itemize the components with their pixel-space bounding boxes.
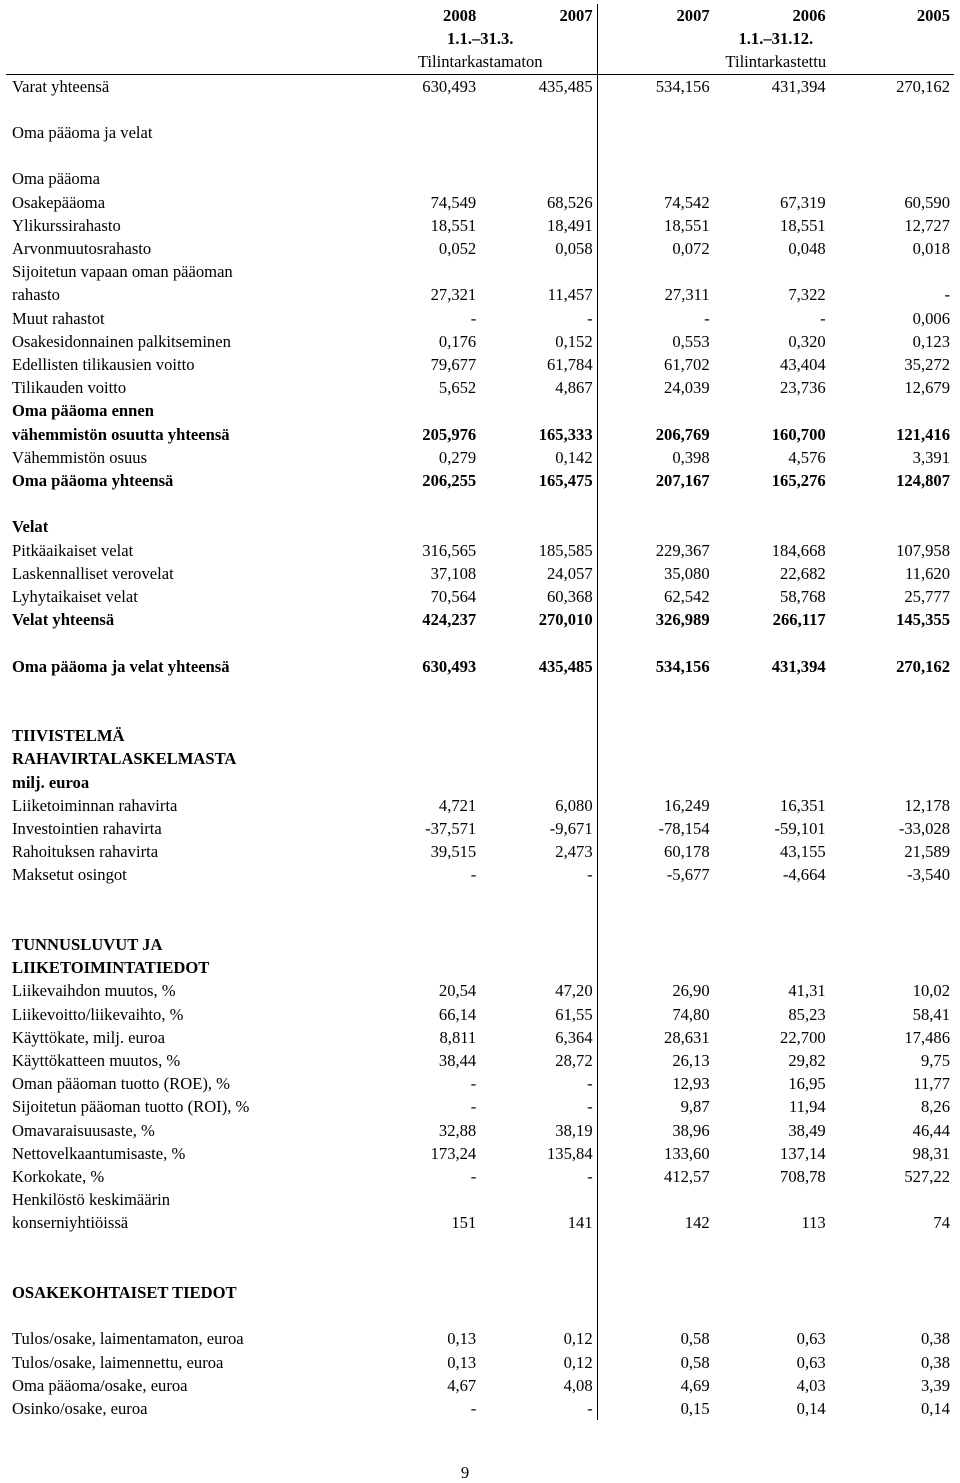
row-value: 0,176 — [438, 331, 477, 351]
row-value: 47,20 — [555, 981, 593, 1001]
row-value: 74,542 — [597, 191, 714, 214]
row-value: 58,41 — [912, 1004, 950, 1024]
row-value: 38,19 — [555, 1120, 593, 1140]
row-value: 22,700 — [780, 1027, 826, 1047]
row-value: 74 — [933, 1213, 950, 1233]
row-value: 133,60 — [597, 1142, 714, 1165]
row-value: 0,320 — [788, 331, 826, 351]
row-label: Oma pääoma ja velat yhteensä — [12, 656, 230, 676]
header-year: 2007 — [597, 4, 714, 27]
header-year: 2006 — [792, 6, 826, 25]
row-value: 37,108 — [430, 563, 477, 583]
equity-liabilities-title — [6, 121, 954, 144]
cashflow-title-2-text: RAHAVIRTALASKELMASTA — [12, 749, 237, 769]
row-label: konserniyhtiöissä — [12, 1213, 129, 1233]
liabilities-title — [6, 515, 954, 538]
row-value: 17,486 — [904, 1027, 950, 1047]
row-value: 26,90 — [597, 979, 714, 1002]
header-audit-row — [6, 50, 954, 74]
row-value: 270,162 — [896, 76, 950, 96]
row-value: 0,63 — [796, 1329, 826, 1349]
spacer-row — [6, 1235, 954, 1258]
table-row — [6, 1327, 954, 1350]
cashflow-title-2 — [6, 747, 954, 770]
row-value: 74,549 — [430, 192, 477, 212]
row-value: 4,08 — [563, 1375, 593, 1395]
table-row — [6, 353, 954, 376]
row-value: 270,162 — [896, 656, 950, 676]
row-value: 0,048 — [788, 239, 826, 258]
row-value: 435,485 — [538, 656, 593, 676]
row-value: 206,769 — [597, 423, 714, 446]
row-value: 145,355 — [896, 610, 950, 630]
row-value: 66,14 — [438, 1004, 477, 1024]
row-value: 0,13 — [447, 1329, 477, 1349]
row-value: 3,391 — [912, 447, 950, 467]
table-row — [6, 307, 954, 330]
row-label: Oma pääoma yhteensä — [12, 471, 174, 491]
row-value: -5,677 — [597, 863, 714, 886]
row-value: 4,67 — [447, 1375, 477, 1395]
spacer-row — [6, 631, 954, 654]
pershare-title-text: OSAKEKOHTAISET TIEDOT — [12, 1283, 237, 1303]
row-value: 4,03 — [796, 1375, 826, 1395]
row-label: Tilikauden voitto — [12, 378, 127, 398]
table-row — [6, 979, 954, 1002]
row-value: 229,367 — [597, 539, 714, 562]
row-label: Rahoituksen rahavirta — [12, 842, 159, 862]
row-value: 21,589 — [904, 842, 950, 862]
row-value: 11,620 — [904, 563, 950, 583]
row-value: 0,006 — [912, 308, 950, 328]
row-label: Vähemmistön osuus — [12, 447, 148, 467]
svop-label — [6, 260, 954, 283]
row-value: 0,38 — [920, 1329, 950, 1349]
row-value: 27,321 — [430, 285, 477, 305]
row-value: 41,31 — [788, 981, 826, 1001]
row-value: 0,052 — [438, 239, 477, 258]
row-value: 8,26 — [920, 1097, 950, 1117]
row-value: 0,58 — [597, 1327, 714, 1350]
spacer-row — [6, 98, 954, 121]
keyfigures-title-2-text: LIIKETOIMINTATIEDOT — [12, 958, 210, 978]
row-value: 16,249 — [597, 794, 714, 817]
row-label: Pitkäaikaiset velat — [12, 540, 134, 560]
liabilities-total-row — [6, 608, 954, 631]
table-row — [6, 585, 954, 608]
row-value: 23,736 — [780, 378, 826, 398]
table-row — [6, 1397, 954, 1420]
header-period-row — [6, 27, 954, 50]
row-value: 0,018 — [912, 239, 950, 258]
row-label: Nettovelkaantumisaste, % — [12, 1143, 186, 1163]
row-label: Oma pääoma/osake, euroa — [12, 1375, 188, 1395]
row-value: 431,394 — [771, 76, 826, 96]
row-value: 207,167 — [597, 469, 714, 492]
header-year: 2007 — [559, 6, 593, 25]
table-row — [6, 376, 954, 399]
row-value: 185,585 — [538, 540, 593, 560]
table-row — [6, 237, 954, 260]
row-value: 142 — [597, 1211, 714, 1234]
row-value: 0,152 — [555, 331, 593, 351]
row-label: Velat yhteensä — [12, 610, 115, 630]
spacer-row — [6, 144, 954, 167]
table-row — [6, 794, 954, 817]
row-value: 18,551 — [780, 215, 826, 235]
row-value: 165,475 — [538, 471, 593, 491]
row-value: 11,457 — [547, 285, 593, 305]
row-label: Oman pääoman tuotto (ROE), % — [12, 1074, 230, 1094]
row-value: 43,404 — [780, 355, 826, 375]
table-row — [6, 191, 954, 214]
row-value: 18,491 — [546, 215, 593, 235]
row-value: 141 — [567, 1213, 593, 1233]
row-value: 412,57 — [597, 1165, 714, 1188]
row-value: 0,279 — [438, 447, 477, 467]
spacer-row — [6, 678, 954, 701]
row-value: -78,154 — [597, 817, 714, 840]
table-row — [6, 1095, 954, 1118]
row-value: 435,485 — [538, 76, 593, 96]
row-value: 0,553 — [597, 330, 714, 353]
row-label: Tulos/osake, laimentamaton, euroa — [12, 1329, 244, 1349]
row-value: 61,702 — [597, 353, 714, 376]
row-value: - — [470, 1074, 477, 1094]
row-value: 184,668 — [771, 540, 826, 560]
row-value: 12,93 — [597, 1072, 714, 1095]
row-value: 28,72 — [555, 1051, 593, 1071]
row-value: 61,784 — [546, 355, 593, 375]
keyfigures-title — [6, 933, 954, 956]
row-label: Muut rahastot — [12, 308, 105, 328]
row-value: 270,010 — [538, 610, 593, 630]
row-value: 39,515 — [430, 842, 477, 862]
row-value: - — [597, 307, 714, 330]
period-left: 1.1.–31.3. — [447, 29, 514, 49]
row-value: 18,551 — [430, 215, 477, 235]
row-label: Arvonmuutosrahasto — [12, 239, 152, 258]
keyfigures-title-2 — [6, 956, 954, 979]
row-value: - — [470, 1167, 477, 1187]
row-label: Osakepääoma — [12, 192, 106, 212]
row-value: 0,63 — [796, 1352, 826, 1372]
row-value: 38,44 — [438, 1051, 477, 1071]
row-label: Omavaraisuusaste, % — [12, 1120, 155, 1140]
header-year: 2005 — [916, 6, 950, 25]
table-row — [6, 330, 954, 353]
table-row — [6, 214, 954, 237]
row-value: 7,322 — [788, 285, 826, 305]
row-value: -33,028 — [898, 819, 950, 839]
row-value: 630,493 — [422, 76, 477, 96]
row-label: Laskennalliset verovelat — [12, 563, 174, 583]
cashflow-unit — [6, 771, 954, 794]
table-row — [6, 1003, 954, 1026]
table-row — [6, 1049, 954, 1072]
row-value: 0,142 — [555, 447, 593, 467]
row-value: 2,473 — [555, 842, 593, 862]
cashflow-unit-text: milj. euroa — [12, 772, 90, 792]
row-value: 0,38 — [920, 1352, 950, 1372]
row-value: 4,576 — [788, 447, 826, 467]
spacer-row — [6, 1258, 954, 1281]
row-label: Investointien rahavirta — [12, 819, 162, 839]
table-row — [6, 1142, 954, 1165]
row-label: Edellisten tilikausien voitto — [12, 355, 195, 375]
row-value: 60,178 — [597, 840, 714, 863]
row-value: 4,69 — [597, 1374, 714, 1397]
spacer-row — [6, 910, 954, 933]
row-value: 35,080 — [597, 562, 714, 585]
row-value: 12,727 — [904, 215, 950, 235]
row-value: 38,49 — [788, 1120, 826, 1140]
row-value: -59,101 — [774, 819, 826, 839]
row-value: 0,12 — [563, 1352, 593, 1372]
row-value: 124,807 — [896, 471, 950, 491]
row-label: Liikevoitto/liikevaihto, % — [12, 1004, 184, 1024]
spacer-row — [6, 492, 954, 515]
row-value: 70,564 — [430, 587, 477, 607]
table-row — [6, 539, 954, 562]
row-value: 58,768 — [780, 587, 826, 607]
table-row — [6, 423, 954, 446]
period-right: 1.1.–31.12. — [597, 27, 954, 50]
row-value: - — [587, 865, 593, 885]
row-value: 206,255 — [422, 471, 477, 491]
row-value: 0,14 — [920, 1399, 950, 1419]
row-value: 32,88 — [438, 1120, 477, 1140]
row-value: - — [470, 1097, 477, 1117]
spacer-row — [6, 887, 954, 910]
row-value: 205,976 — [422, 424, 477, 444]
row-value: 24,039 — [597, 376, 714, 399]
row-label: Osakesidonnainen palkitseminen — [12, 331, 231, 351]
row-value: - — [470, 308, 477, 328]
row-value: - — [820, 308, 826, 328]
table-row — [6, 1211, 954, 1234]
row-value: - — [587, 1167, 593, 1187]
row-value: 46,44 — [912, 1120, 950, 1140]
row-value: 121,416 — [896, 424, 950, 444]
row-value: 12,178 — [904, 795, 950, 815]
row-label: Korkokate, % — [12, 1167, 105, 1187]
row-value: 6,080 — [555, 795, 593, 815]
row-value: 0,058 — [555, 239, 593, 258]
row-value: 8,811 — [439, 1027, 477, 1047]
table-row — [6, 863, 954, 886]
row-label: Varat yhteensä — [12, 76, 110, 96]
keyfigures-title-text: TUNNUSLUVUT JA — [12, 935, 163, 954]
row-value: - — [587, 1399, 593, 1419]
spacer-row — [6, 1304, 954, 1327]
row-value: 0,123 — [912, 331, 950, 351]
row-value: 61,55 — [555, 1004, 593, 1024]
row-label: Liiketoiminnan rahavirta — [12, 795, 178, 815]
row-value: 0,14 — [796, 1399, 826, 1419]
table-row — [6, 1351, 954, 1374]
row-value: 10,02 — [912, 981, 950, 1001]
row-value: 0,58 — [597, 1351, 714, 1374]
row-value: 9,87 — [597, 1095, 714, 1118]
table-row — [6, 446, 954, 469]
row-value: 62,542 — [597, 585, 714, 608]
row-value: 26,13 — [597, 1049, 714, 1072]
audit-right: Tilintarkastettu — [597, 50, 954, 74]
row-label: rahasto — [12, 285, 60, 305]
row-label: Lyhytaikaiset velat — [12, 587, 138, 607]
page-number: 9 — [460, 1463, 470, 1482]
row-value: 326,989 — [597, 608, 714, 631]
row-label: Käyttökatteen muutos, % — [12, 1051, 181, 1071]
row-value: 113 — [801, 1213, 826, 1233]
row-value: 11,77 — [913, 1074, 950, 1094]
row-value: - — [587, 1097, 593, 1117]
row-value: 35,272 — [904, 355, 950, 375]
row-value: 16,95 — [788, 1074, 826, 1094]
table-row — [6, 840, 954, 863]
row-value: 6,364 — [555, 1027, 593, 1047]
row-value: 266,117 — [772, 610, 826, 630]
row-label: Sijoitetun pääoman tuotto (ROI), % — [12, 1097, 250, 1117]
row-value: 60,590 — [904, 192, 950, 212]
row-value: 316,565 — [422, 540, 477, 560]
row-value: - — [587, 1074, 593, 1094]
row-value: 12,679 — [904, 378, 950, 398]
row-value: 74,80 — [597, 1003, 714, 1026]
row-label: Liikevaihdon muutos, % — [12, 981, 176, 1001]
grand-total-row — [6, 655, 954, 678]
row-value: 79,677 — [430, 355, 477, 375]
row-value: 0,15 — [597, 1397, 714, 1420]
row-value: -9,671 — [549, 819, 593, 839]
row-value: - — [470, 865, 477, 885]
row-value: 68,526 — [546, 192, 593, 212]
row-value: 534,156 — [597, 655, 714, 678]
row-label: Maksetut osingot — [12, 865, 127, 885]
row-value: 534,156 — [597, 74, 714, 98]
row-label: Tulos/osake, laimennettu, euroa — [12, 1352, 224, 1372]
header-years-row — [6, 4, 954, 27]
cashflow-title — [6, 724, 954, 747]
row-value: 24,057 — [546, 563, 593, 583]
cashflow-title-text: TIIVISTELMÄ — [12, 726, 125, 746]
header-year: 2008 — [443, 6, 477, 25]
row-value: 27,311 — [597, 283, 714, 306]
row-value: 67,319 — [780, 192, 826, 212]
row-value: 25,777 — [904, 587, 950, 607]
total-assets-row — [6, 74, 954, 98]
staff-label-text: Henkilöstö keskimäärin — [12, 1190, 171, 1210]
row-value: 3,39 — [920, 1375, 950, 1395]
equity-title — [6, 167, 954, 190]
row-value: 137,14 — [780, 1143, 826, 1163]
table-row — [6, 1374, 954, 1397]
row-value: - — [470, 1399, 477, 1419]
row-value: 11,94 — [788, 1097, 826, 1117]
row-value: 16,351 — [780, 795, 826, 815]
row-value: 4,721 — [438, 795, 477, 815]
equity-total-row — [6, 469, 954, 492]
row-value: 165,276 — [771, 471, 826, 491]
row-value: 160,700 — [771, 424, 826, 444]
table-row — [6, 817, 954, 840]
row-label: Osinko/osake, euroa — [12, 1399, 148, 1419]
row-value: 107,958 — [896, 540, 950, 560]
row-value: - — [944, 285, 950, 305]
row-value: 151 — [451, 1213, 477, 1233]
row-value: - — [587, 308, 593, 328]
row-value: -4,664 — [782, 865, 826, 885]
table-row — [6, 562, 954, 585]
row-value: 5,652 — [438, 378, 477, 398]
table-row — [6, 1165, 954, 1188]
row-value: 0,072 — [597, 237, 714, 260]
table-row — [6, 1119, 954, 1142]
table-row — [6, 1026, 954, 1049]
spacer-row — [6, 701, 954, 724]
svop-label-text: Sijoitetun vapaan oman pääoman — [12, 262, 233, 282]
row-label: Käyttökate, milj. euroa — [12, 1027, 165, 1047]
row-value: 0,398 — [597, 446, 714, 469]
equity-liabilities-title-text: Oma pääoma ja velat — [12, 123, 153, 142]
row-value: 135,84 — [546, 1143, 593, 1163]
row-label: vähemmistön osuutta yhteensä — [12, 424, 230, 444]
row-value: 0,13 — [447, 1352, 477, 1372]
row-value: 43,155 — [780, 842, 826, 862]
row-value: 85,23 — [788, 1004, 826, 1024]
row-value: 9,75 — [920, 1051, 950, 1071]
row-label: Ylikurssirahasto — [12, 215, 121, 235]
row-value: 28,631 — [597, 1026, 714, 1049]
row-value: 424,237 — [422, 610, 477, 630]
equity-before-minority-label — [6, 399, 954, 422]
financial-summary-table — [6, 4, 954, 1420]
row-value: 0,12 — [563, 1329, 593, 1349]
staff-label — [6, 1188, 954, 1211]
table-row — [6, 283, 954, 306]
equity-before-minority-label-text: Oma pääoma ennen — [12, 401, 154, 421]
row-value: 60,368 — [546, 587, 593, 607]
row-value: 173,24 — [430, 1143, 477, 1163]
audit-left: Tilintarkastamaton — [364, 50, 597, 74]
row-value: -3,540 — [907, 865, 950, 885]
row-value: 98,31 — [912, 1143, 950, 1163]
row-value: 708,78 — [780, 1167, 826, 1187]
row-value: 165,333 — [538, 424, 593, 444]
pershare-title — [6, 1281, 954, 1304]
row-value: 630,493 — [422, 656, 477, 676]
row-value: 22,682 — [780, 563, 826, 583]
equity-title-text: Oma pääoma — [12, 169, 101, 189]
row-value: 4,867 — [555, 378, 593, 398]
row-value: 431,394 — [771, 656, 826, 676]
liabilities-title-text: Velat — [12, 517, 49, 537]
row-value: 527,22 — [904, 1167, 950, 1187]
row-value: 20,54 — [438, 981, 477, 1001]
row-value: 29,82 — [788, 1051, 826, 1071]
table-row — [6, 1072, 954, 1095]
row-value: -37,571 — [425, 819, 477, 839]
row-value: 38,96 — [597, 1119, 714, 1142]
row-value: 18,551 — [597, 214, 714, 237]
